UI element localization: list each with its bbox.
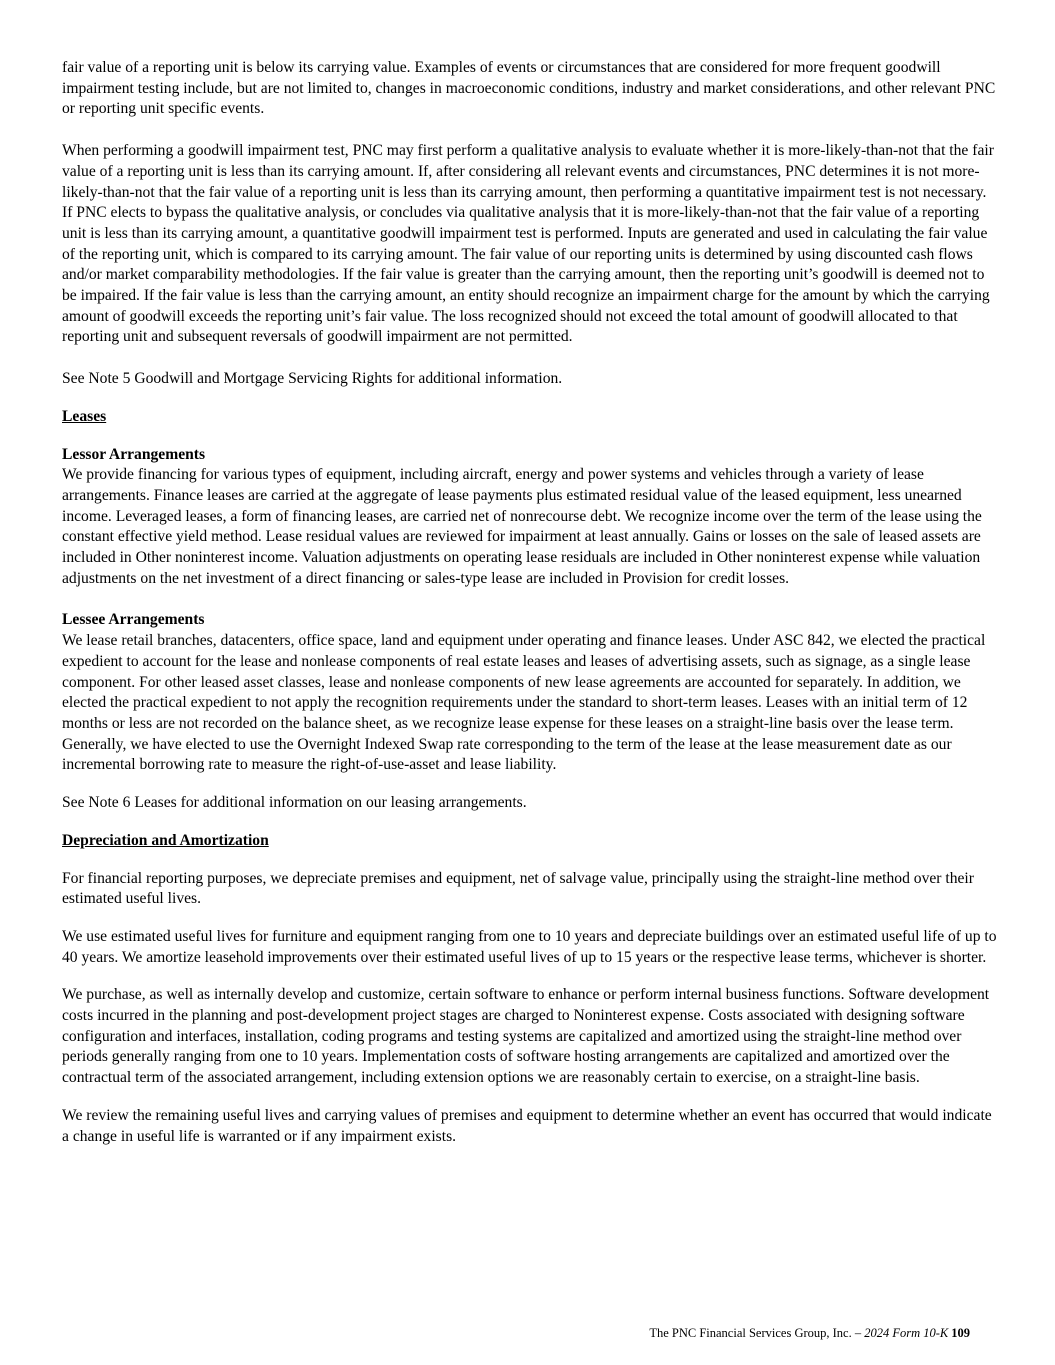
footer-company: The PNC Financial Services Group, Inc. – (649, 1326, 865, 1340)
goodwill-note-reference: See Note 5 Goodwill and Mortgage Servicing Rights for additional information. (62, 370, 563, 388)
page-number: 109 (951, 1326, 970, 1340)
lessor-arrangements-paragraph: We provide financing for various types of equipment, including aircraft, energy and power systems and vehicles through a variety of lease arrangements. Finance leases are carried at the aggregate of lease payments plus estimated residual value of the leased equipment, less unearned income. Leveraged leases, a form of financing leases, are carried net of nonrecourse debt. We recognize income over the term of the lease using the constant effective yield method. Lease residual values are reviewed for impairment at least annually. Gains or losses on the sale of leased assets are included in Other noninterest income. Valuation adjustments on operating lease residuals are included in Other noninterest expense while valuation adjustments on the net investment of a direct financing or sales-type lease are included in Provision for credit losses. (62, 466, 982, 587)
page-footer (649, 1326, 970, 1341)
footer-form: 2024 Form 10-K (864, 1326, 949, 1340)
goodwill-impairment-test-paragraph: When performing a goodwill impairment test, PNC may first perform a qualitative analysis to evaluate whether it is more-likely-than-not that the fair value of a reporting unit is less than its carrying amount. If, after considering all relevant events and circumstances, PNC determines it is not more-likely-than-not that the fair value of a reporting unit is less than its carrying amount, then performing a quantitative impairment test is not necessary. If PNC elects to bypass the qualitative analysis, or concludes via qualitative analysis that it is more-likely-than-not that the fair value of a reporting unit is less than its carrying amount, a quantitative goodwill impairment test is performed. Inputs are generated and used in calculating the fair value of the reporting unit, which is compared to its carrying amount. The fair value of our reporting units is determined by using discounted cash flows and/or market comparability methodologies. If the fair value is greater than the carrying amount, then the reporting unit’s goodwill is deemed not to be impaired. If the fair value is less than the carrying amount, an entity should recognize an impairment charge for the amount by which the carrying amount of goodwill exceeds the reporting unit’s fair value. The loss recognized should not exceed the total amount of goodwill allocated to that reporting unit and subsequent reversals of goodwill impairment are not permitted. (62, 142, 994, 346)
leases-heading: Leases (62, 407, 107, 425)
goodwill-paragraph-continued: fair value of a reporting unit is below its carrying value. Examples of events or circumstances that are considered for more frequent goodwill impairment testing include, but are not limited to, changes in macroeconomic conditions, industry and market considerations, and other relevant PNC or reporting unit specific events. (62, 59, 996, 118)
lessee-arrangements-heading: Lessee Arrangements (62, 611, 205, 629)
depreciation-paragraph-2: We use estimated useful lives for furniture and equipment ranging from one to 10 years and depreciate buildings over an estimated useful life of up to 40 years. We amortize leasehold improvements over their estimated useful lives of up to 15 years or the respective lease terms, whichever is shorter. (62, 927, 997, 966)
lessee-arrangements-paragraph: We lease retail branches, datacenters, office space, land and equipment under operating and finance leases. Under ASC 842, we elected the practical expedient to account for the lease and nonlease components of real estate leases and leases of advertising assets, such as signage, as a single lease component. For other leased asset classes, lease and nonlease components of new lease agreements are accounted for separately. In addition, we elected the practical expedient to not apply the recognition requirements under the standard to short-term leases. Leases with an initial term of 12 months or less are not recorded on the balance sheet, as we recognize lease expense for these leases on a straight-line basis over the lease term. Generally, we have elected to use the Overnight Indexed Swap rate corresponding to the term of the lease at the lease measurement date as our incremental borrowing rate to measure the right-of-use-asset and lease liability. (62, 632, 986, 774)
leases-note-reference: See Note 6 Leases for additional information on our leasing arrangements. (62, 794, 527, 812)
depreciation-paragraph-4: We review the remaining useful lives and carrying values of premises and equipment to determine whether an event has occurred that would indicate a change in useful life is warranted or if any impairment exists. (62, 1106, 992, 1145)
document-body (62, 58, 997, 1147)
depreciation-heading: Depreciation and Amortization (62, 831, 269, 849)
lessor-arrangements-heading: Lessor Arrangements (62, 445, 206, 463)
depreciation-paragraph-1: For financial reporting purposes, we depreciate premises and equipment, net of salvage value, principally using the straight-line method over their estimated useful lives. (62, 869, 974, 908)
depreciation-paragraph-3: We purchase, as well as internally develop and customize, certain software to enhance or perform internal business functions. Software development costs incurred in the planning and post-development project stages are charged to Noninterest expense. Costs associated with designing software configuration and interfaces, installation, coding programs and testing systems are capitalized and amortized using the straight-line method over periods generally ranging from one to 10 years. Implementation costs of software hosting arrangements are capitalized and amortized over the contractual term of the associated arrangement, including extension options we are reasonably certain to exercise, on a straight-line basis. (62, 986, 990, 1087)
